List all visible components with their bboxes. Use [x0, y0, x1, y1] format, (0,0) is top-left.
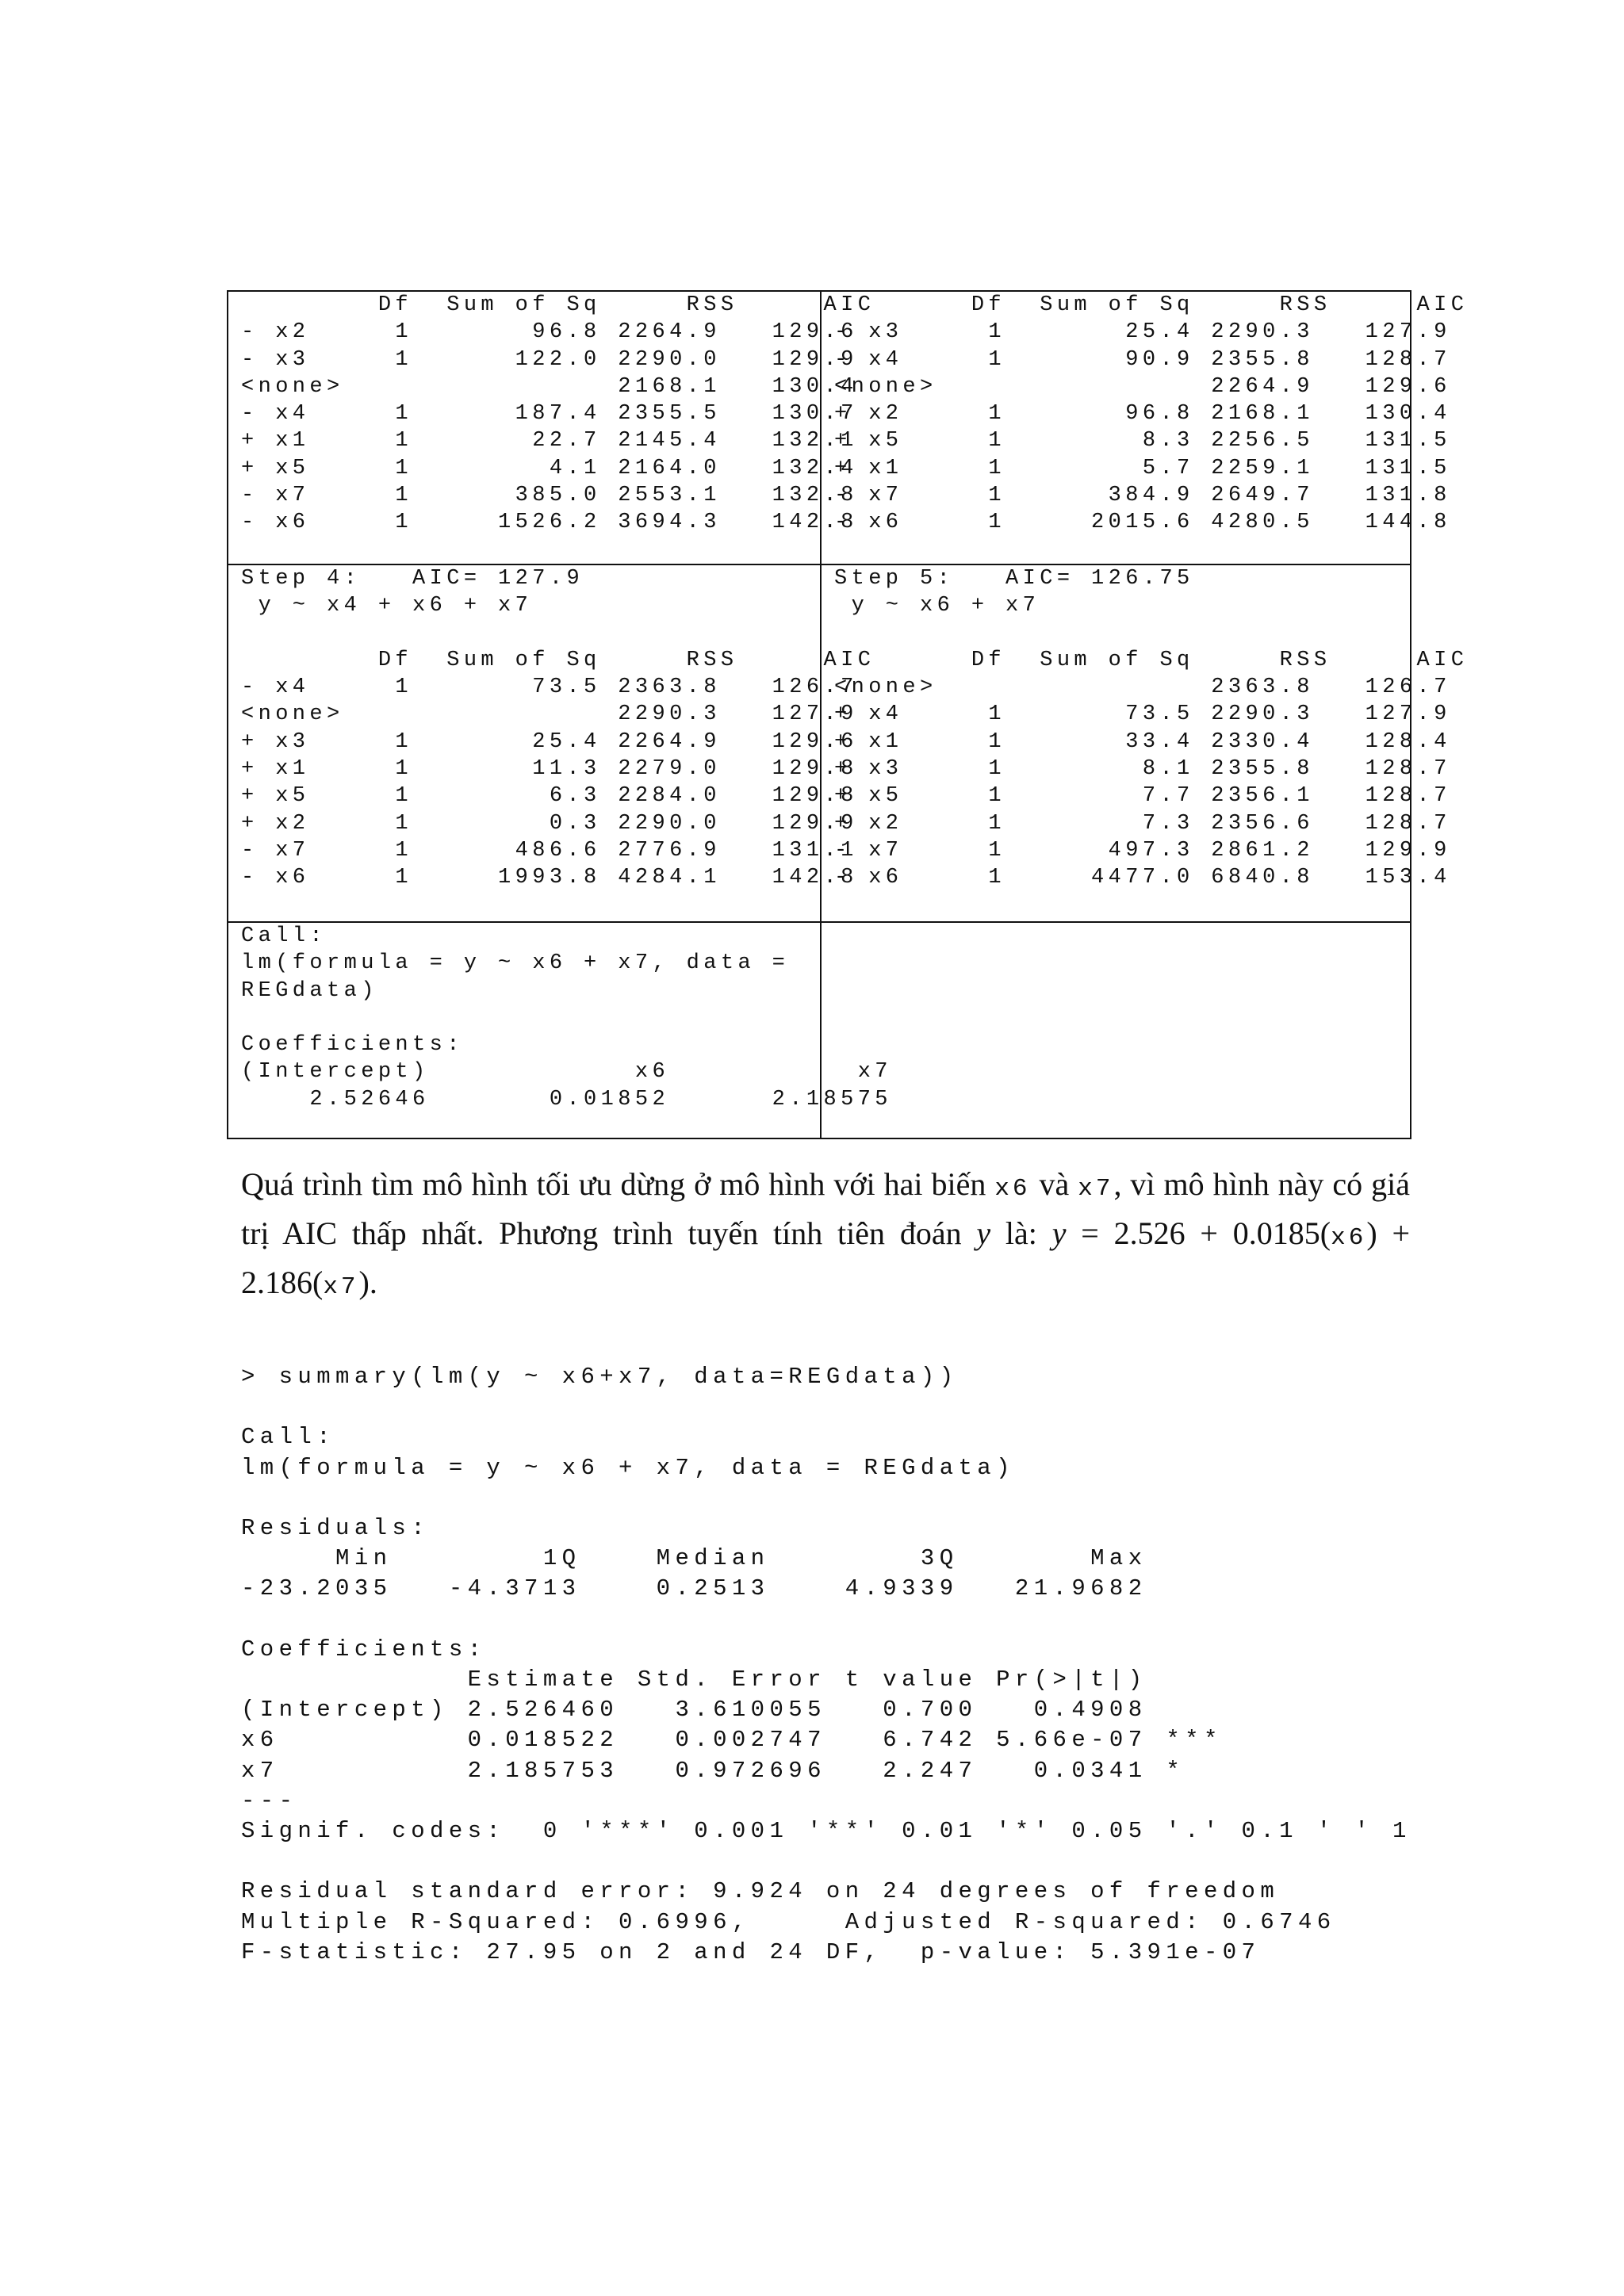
table-cell-top-left	[228, 291, 875, 564]
anova-block-step5: Step 5: AIC= 126.75 y ~ x6 + x7 Df Sum of Sq RSS AIC <none> 2363.8 126.7 + x4 1 73.5 2290.3 127.9 + x1 1 33.4 2330.4 128.4 + x3 1 8.1 2355.8 128.7 + x5 1 7.7 2356.1 128.7 + x2 1 7.3 2356.6 128.7 - x7 1 497.3 2861.2 129.9 - x6 1 4477.0 6840.8 153.4	[834, 567, 1469, 890]
lm-call-block: Call: lm(formula = y ~ x6 + x7, data = REGdata) Coefficients: (Intercept) x6 x7 2.52646 0.01852 2.18575	[241, 924, 892, 1112]
equation-text: ).	[358, 1265, 377, 1300]
table-row	[228, 291, 1411, 564]
anova-block-step3b: Df Sum of Sq RSS AIC - x3 1 25.4 2290.3 127.9 - x4 1 90.9 2355.8 128.7 <none> 2264.9 129.6 + x2 1 96.8 2168.1 130.4 + x5 1 8.3 2256.5 131.5 + x1 1 5.7 2259.1 131.5 - x7 1 384.9 2649.7 131.8 - x6 1 2015.6 4280.5 144.8	[834, 293, 1469, 535]
conclusion-text: là:	[990, 1215, 1052, 1251]
table-cell-step5	[821, 564, 1469, 922]
r-summary-output: > summary(lm(y ~ x6+x7, data=REGdata)) Call: lm(formula = y ~ x6 + x7, data = REGdata) Residuals: Min 1Q Median 3Q Max -23.2035 -4.3713 0.2513 4.9339 21.9682 Coefficients: Estimate Std. Error t value Pr(>|t|) (Intercept) 2.526460 3.610055 0.700 0.4908 x6 0.018522 0.002747 6.742 5.66e-07 *** x7 2.185753 0.972696 2.247 0.0341 * --- Signif. codes: 0 '***' 0.001 '**' 0.01 '*' 0.05 '.' 0.1 ' ' 1 Residual standard error: 9.924 on 24 degrees of freedom Multiple R-Squared: 0.6996, Adjusted R-squared: 0.6746 F-statistic: 27.95 on 2 and 24 DF, p-value: 5.391e-07	[241, 1364, 1411, 1965]
conclusion-paragraph	[241, 1162, 1410, 1310]
conclusion-text: , vì mô hình này có giá trị AIC thấp nhất. Phương trình tuyến tính tiên đoán	[241, 1166, 1410, 1251]
table-cell-call	[228, 922, 892, 1138]
conclusion-text: và	[1030, 1166, 1078, 1202]
variable-x7: x7	[1078, 1175, 1114, 1203]
variable-y: y	[976, 1215, 991, 1251]
table-cell-step4	[228, 564, 875, 922]
table-row	[228, 564, 1411, 922]
table-cell-top-right	[821, 291, 1469, 564]
variable-x7: x7	[323, 1273, 359, 1301]
anova-block-step4: Step 4: AIC= 127.9 y ~ x4 + x6 + x7 Df Sum of Sq RSS AIC - x4 1 73.5 2363.8 126.7 <none> 2290.3 127.9 + x3 1 25.4 2264.9 129.6 + x1 1 11.3 2279.0 129.8 + x5 1 6.3 2284.0 129.8 + x2 1 0.3 2290.0 129.9 - x7 1 486.6 2776.9 131.1 - x6 1 1993.8 4284.1 142.8	[241, 567, 875, 890]
equation-text: = 2.526 + 0.0185(	[1066, 1215, 1331, 1251]
equation-text: ) + 2.186(	[241, 1215, 1411, 1300]
variable-x6: x6	[994, 1175, 1031, 1203]
conclusion-text: Quá trình tìm mô hình tối ưu dừng ở mô hình với hai biến	[241, 1166, 995, 1202]
variable-y: y	[1051, 1215, 1067, 1251]
anova-block-step3: Df Sum of Sq RSS AIC - x2 1 96.8 2264.9 129.6 - x3 1 122.0 2290.0 129.9 <none> 2168.1 130.4 - x4 1 187.4 2355.5 130.7 + x1 1 22.7 2145.4 132.1 + x5 1 4.1 2164.0 132.4 - x7 1 385.0 2553.1 132.8 - x6 1 1526.2 3694.3 142.8	[241, 293, 875, 535]
stepwise-output-table	[227, 290, 1469, 1139]
variable-x6: x6	[1331, 1224, 1367, 1252]
table-row	[228, 922, 1411, 1138]
table-cell-empty	[821, 922, 1411, 1138]
